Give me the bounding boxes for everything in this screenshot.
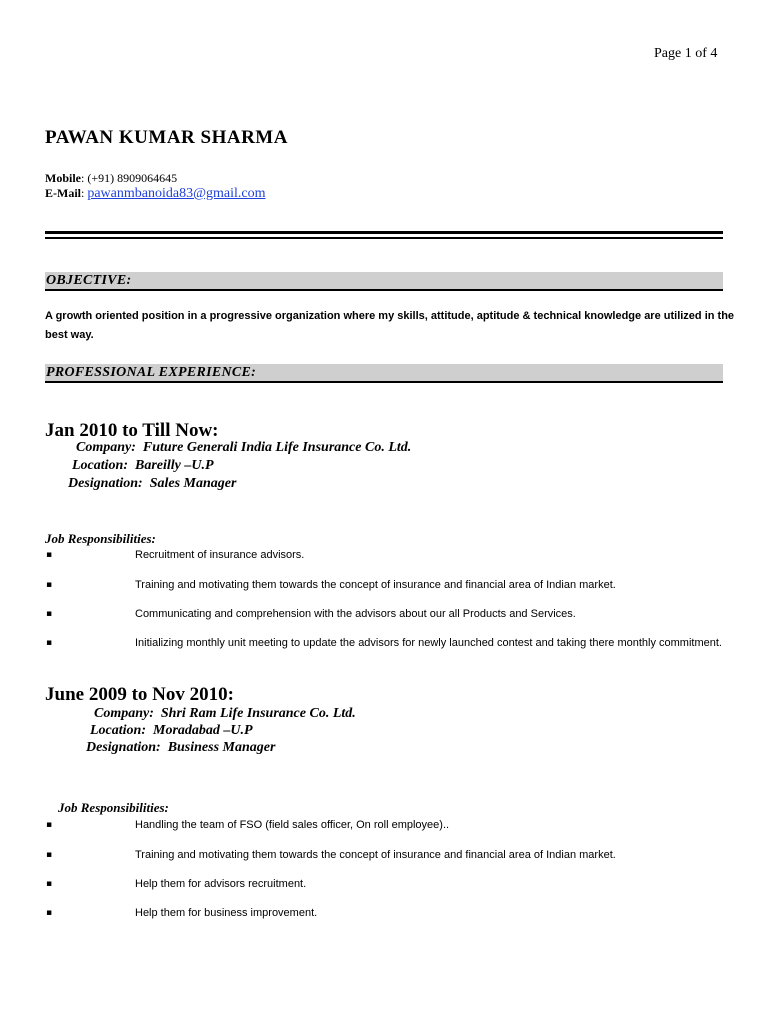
company-name: Shri Ram Life Insurance Co. Ltd. — [160, 706, 356, 721]
designation-label: Designation: — [68, 476, 143, 491]
designation-value: Business Manager — [167, 740, 276, 755]
mobile-label: Mobile — [45, 171, 81, 185]
location-label: Location: — [90, 723, 146, 738]
email-separator: : — [81, 186, 85, 200]
experience-section-header — [45, 364, 723, 383]
mobile-line — [45, 171, 177, 186]
company-label: Company: — [94, 706, 154, 721]
divider-thick — [45, 231, 723, 234]
bullet-icon: ▪ — [46, 879, 53, 889]
bullet-icon: ▪ — [46, 820, 53, 830]
objective-title: OBJECTIVE: — [46, 273, 132, 288]
responsibility-item: Handling the team of FSO (field sales officer, On roll employee).. — [135, 819, 450, 831]
responsibility-item: Training and motivating them towards the concept of insurance and financial area of Indian market. — [135, 849, 616, 861]
location-label: Location: — [72, 458, 128, 473]
bullet-icon: ▪ — [46, 580, 53, 590]
bullet-icon: ▪ — [46, 609, 53, 619]
experience-title: PROFESSIONAL EXPERIENCE: — [46, 365, 257, 380]
objective-text: A growth oriented position in a progressive organization where my skills, attitude, aptitude & technical knowledge are utilized in the best way. — [45, 310, 735, 341]
email-line — [45, 186, 265, 202]
bullet-icon: ▪ — [46, 638, 53, 648]
job-company — [76, 440, 411, 456]
responsibilities-heading: Job Responsibilities: — [58, 800, 169, 815]
responsibilities-heading: Job Responsibilities: — [45, 531, 156, 546]
responsibility-item: Help them for business improvement. — [135, 907, 318, 919]
email-link[interactable]: pawanmbanoida83@gmail.com — [87, 186, 266, 201]
designation-label: Designation: — [86, 740, 161, 755]
bullet-icon: ▪ — [46, 850, 53, 860]
job-period: June 2009 to Nov 2010: — [45, 684, 234, 705]
company-label: Company: — [76, 440, 136, 455]
candidate-name: PAWAN KUMAR SHARMA — [45, 127, 288, 148]
bullet-icon: ▪ — [46, 550, 53, 560]
job-period: Jan 2010 to Till Now: — [45, 420, 219, 441]
job-location — [90, 723, 253, 739]
job-designation — [68, 476, 236, 492]
page-number: Page 1 of 4 — [654, 46, 718, 61]
email-label: E-Mail — [45, 186, 81, 200]
objective-section-header — [45, 272, 723, 291]
job-company — [94, 706, 356, 722]
responsibility-item: Communicating and comprehension with the advisors about our all Products and Services. — [135, 608, 576, 620]
responsibility-item: Initializing monthly unit meeting to update the advisors for newly launched contest and taking there monthly commitment. — [135, 637, 722, 649]
bullet-icon: ▪ — [46, 908, 53, 918]
job-location — [72, 458, 214, 474]
company-name: Future Generali India Life Insurance Co. Ltd. — [142, 440, 412, 455]
responsibility-item: Training and motivating them towards the concept of insurance and financial area of Indian market. — [135, 579, 616, 591]
responsibility-item: Recruitment of insurance advisors. — [135, 549, 305, 561]
mobile-value: : (+91) 8909064645 — [81, 171, 178, 185]
divider-thin — [45, 237, 723, 239]
location-value: Moradabad –U.P — [153, 723, 253, 738]
responsibility-item: Help them for advisors recruitment. — [135, 878, 307, 890]
job-designation — [86, 740, 275, 756]
location-value: Bareilly –U.P — [135, 458, 214, 473]
designation-value: Sales Manager — [149, 476, 237, 491]
